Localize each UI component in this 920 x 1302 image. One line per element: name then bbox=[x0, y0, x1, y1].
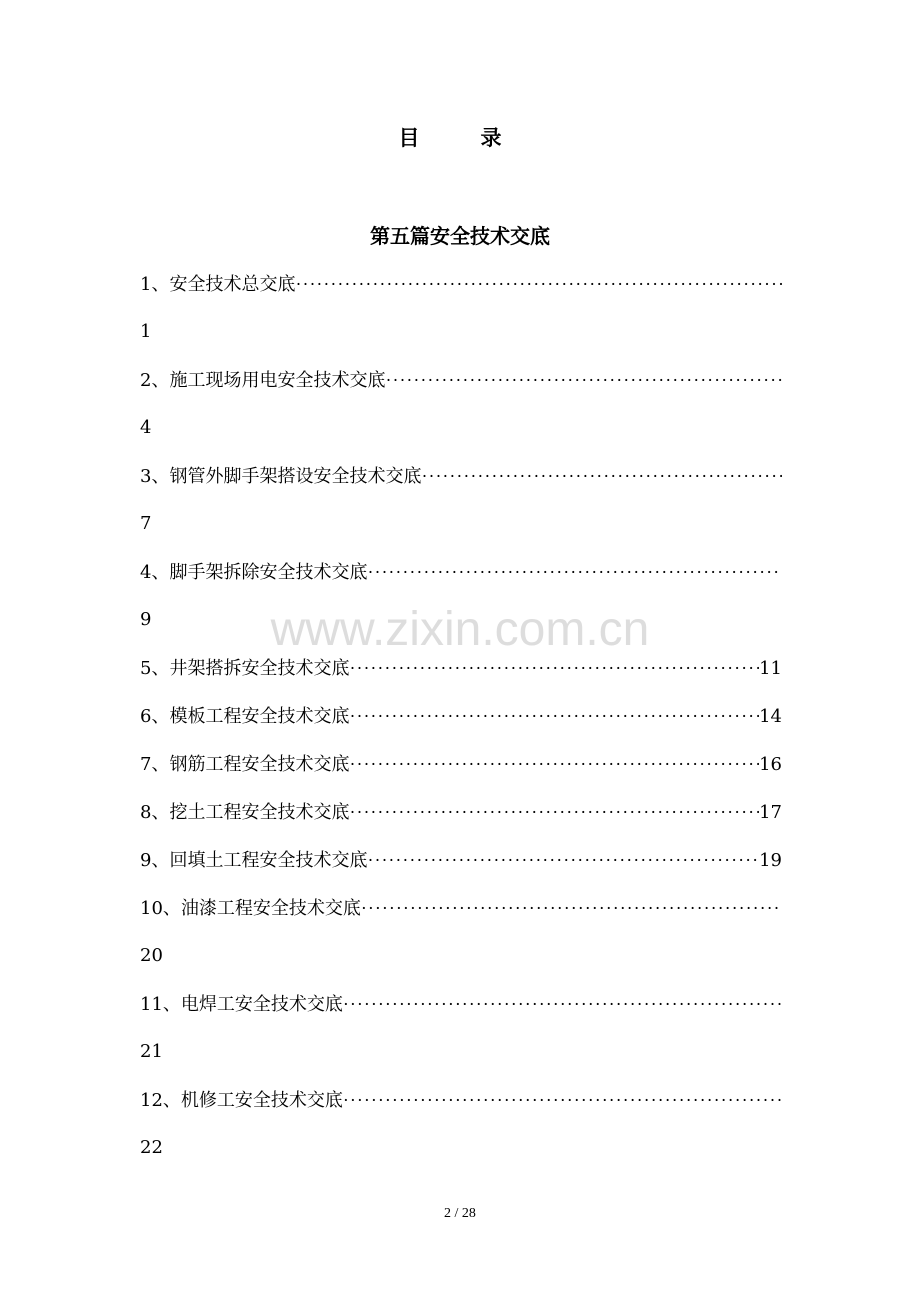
toc-leader-dots bbox=[349, 692, 759, 740]
toc-leader-dots bbox=[421, 452, 782, 500]
toc-page-number: 7 bbox=[140, 513, 152, 534]
toc-entry-line bbox=[140, 740, 782, 788]
toc-entry-line bbox=[140, 836, 782, 884]
toc-entry[interactable] bbox=[140, 836, 782, 884]
toc-page-number: 11 bbox=[759, 658, 782, 679]
toc-page-number: 9 bbox=[140, 609, 152, 630]
toc-entry[interactable] bbox=[140, 692, 782, 740]
toc-page-line bbox=[140, 596, 782, 644]
toc-entry-line bbox=[140, 548, 782, 596]
toc-entry[interactable] bbox=[140, 1076, 782, 1172]
toc-entry-line bbox=[140, 452, 782, 500]
toc-page-line bbox=[140, 932, 782, 980]
toc-entry-line bbox=[140, 980, 782, 1028]
toc-entry[interactable] bbox=[140, 644, 782, 692]
toc-page-number: 20 bbox=[140, 945, 163, 966]
toc-leader-dots bbox=[385, 356, 782, 404]
toc-page-number: 4 bbox=[140, 417, 152, 438]
toc-page-line bbox=[140, 1124, 782, 1172]
section-title: 第五篇安全技术交底 bbox=[370, 224, 550, 248]
toc-page-line bbox=[140, 404, 782, 452]
toc-entry-line bbox=[140, 644, 782, 692]
toc-entry-label: 4、脚手架拆除安全技术交底 bbox=[140, 562, 368, 583]
toc-entry-label: 12、机修工安全技术交底 bbox=[140, 1090, 343, 1111]
toc-entry[interactable] bbox=[140, 548, 782, 644]
toc-leader-dots bbox=[343, 980, 782, 1028]
toc-entry-label: 11、电焊工安全技术交底 bbox=[140, 994, 343, 1015]
toc-page-line bbox=[140, 308, 782, 356]
toc-page-number: 19 bbox=[759, 850, 782, 871]
toc-leader-dots bbox=[367, 836, 759, 884]
toc-entry[interactable] bbox=[140, 452, 782, 548]
toc-entry-label: 10、油漆工程安全技术交底 bbox=[140, 898, 361, 919]
toc-entry-label: 1、安全技术总交底 bbox=[140, 274, 296, 295]
page-number-footer: 2 / 28 bbox=[444, 1206, 476, 1221]
toc-entry[interactable] bbox=[140, 356, 782, 452]
toc-entry[interactable] bbox=[140, 260, 782, 356]
toc-leader-dots bbox=[349, 644, 759, 692]
toc-page-line bbox=[140, 1028, 782, 1076]
toc-page-number: 1 bbox=[140, 321, 152, 342]
page-title: 目 录 bbox=[398, 126, 522, 150]
toc-leader-dots bbox=[349, 740, 759, 788]
toc-leader-dots bbox=[361, 884, 782, 932]
toc-leader-dots bbox=[367, 548, 782, 596]
toc-entry-line bbox=[140, 884, 782, 932]
toc-page-number: 22 bbox=[140, 1137, 163, 1158]
toc-page-number: 21 bbox=[140, 1041, 163, 1062]
toc-entry[interactable] bbox=[140, 788, 782, 836]
toc-entry[interactable] bbox=[140, 740, 782, 788]
toc-page-line bbox=[140, 500, 782, 548]
toc-entry-label: 9、回填土工程安全技术交底 bbox=[140, 850, 368, 871]
toc-entry-label: 5、井架搭拆安全技术交底 bbox=[140, 658, 350, 679]
toc-entry-line bbox=[140, 260, 782, 308]
toc-page-number: 16 bbox=[759, 754, 782, 775]
toc-entry-label: 8、挖土工程安全技术交底 bbox=[140, 802, 350, 823]
toc-entry[interactable] bbox=[140, 884, 782, 980]
toc-entry-line bbox=[140, 356, 782, 404]
toc-entry-label: 7、钢筋工程安全技术交底 bbox=[140, 754, 350, 775]
toc-entry-label: 6、模板工程安全技术交底 bbox=[140, 706, 350, 727]
toc-page-number: 17 bbox=[759, 802, 782, 823]
toc-entry-line bbox=[140, 692, 782, 740]
toc-entry-label: 3、钢管外脚手架搭设安全技术交底 bbox=[140, 466, 422, 487]
toc-entry[interactable] bbox=[140, 980, 782, 1076]
table-of-contents bbox=[140, 260, 782, 1172]
toc-leader-dots bbox=[343, 1076, 782, 1124]
toc-entry-line bbox=[140, 788, 782, 836]
toc-leader-dots bbox=[349, 788, 759, 836]
toc-page-number: 14 bbox=[759, 706, 782, 727]
toc-entry-label: 2、施工现场用电安全技术交底 bbox=[140, 370, 386, 391]
toc-entry-line bbox=[140, 1076, 782, 1124]
watermark: www.zixin.com.cn bbox=[270, 603, 650, 656]
toc-leader-dots bbox=[295, 260, 782, 308]
